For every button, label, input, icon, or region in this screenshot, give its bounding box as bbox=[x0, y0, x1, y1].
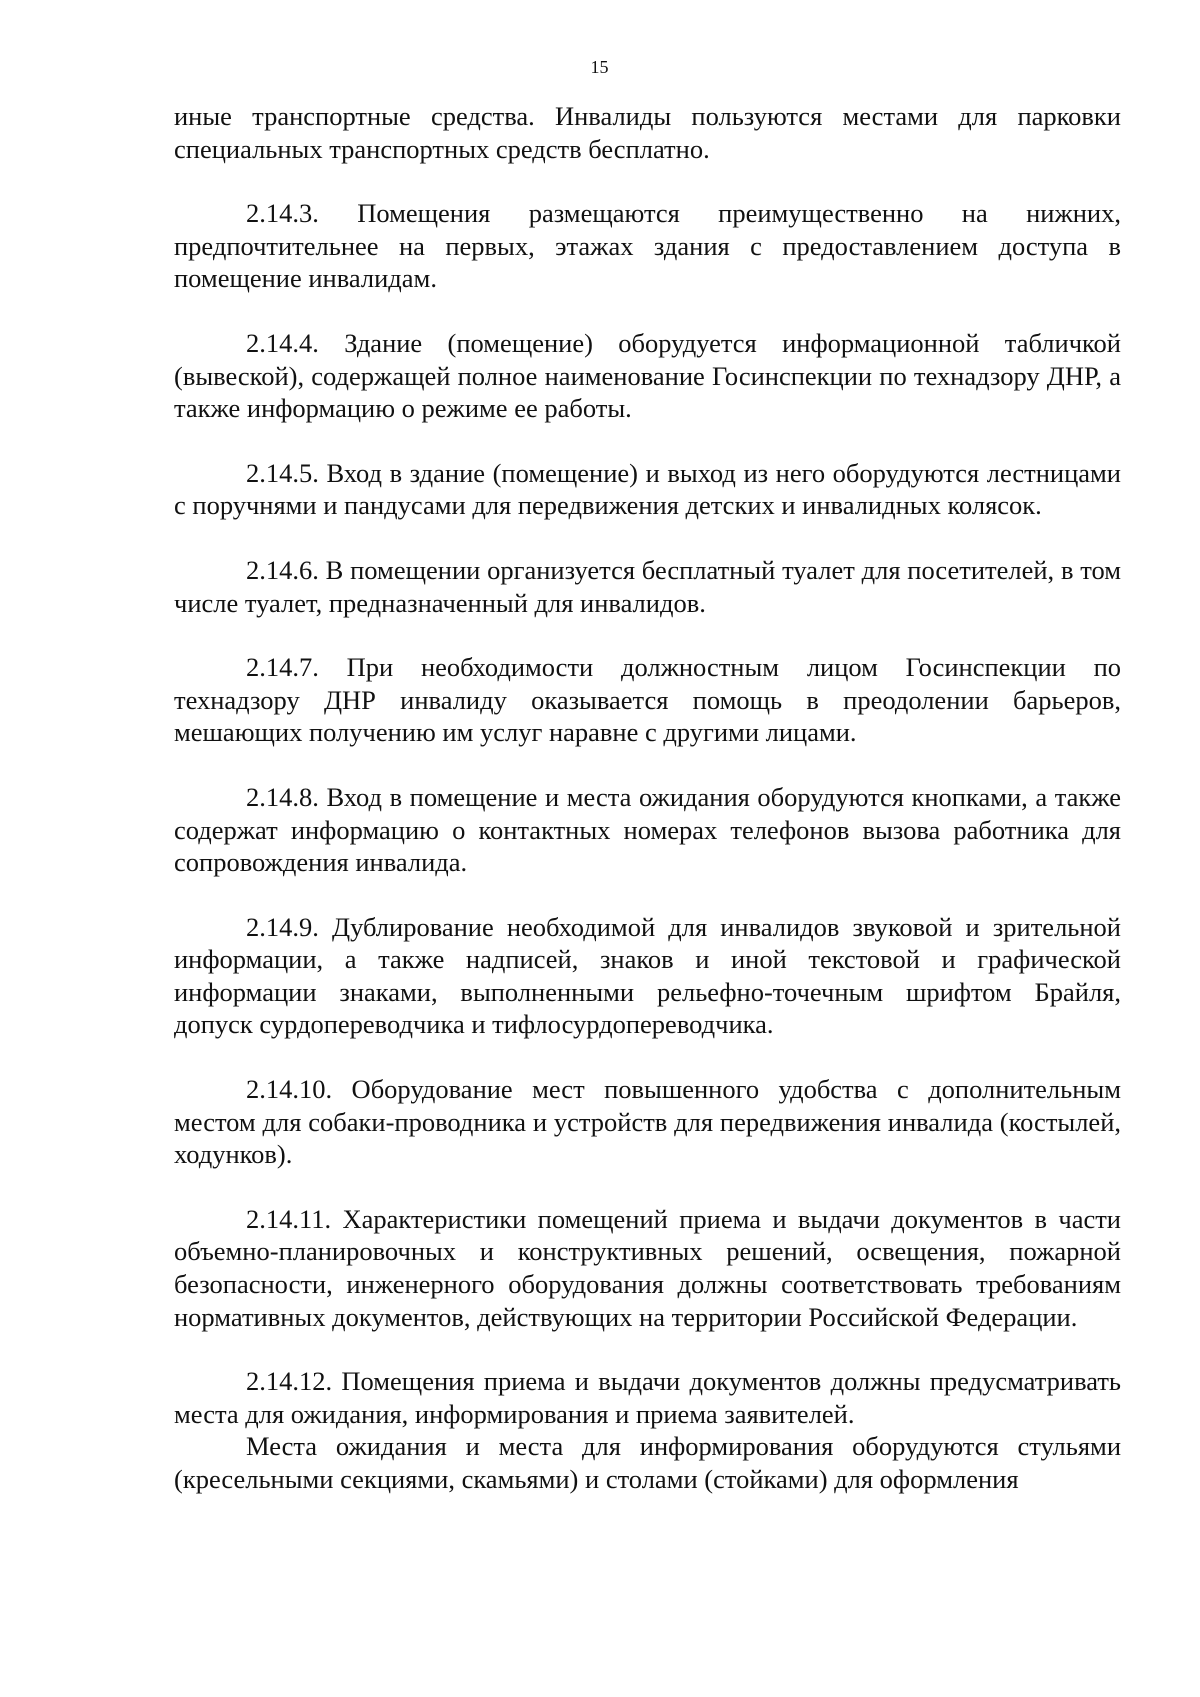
paragraph-continuation: иные транспортные средства. Инвалиды пользуются местами для парковки специальных транспортных средств бесплатно. bbox=[174, 101, 1121, 164]
paragraph-2-14-3: 2.14.3. Помещения размещаются преимущественно на нижних, предпочтительнее на первых, этажах здания с предоставлением доступа в помещение инвалидам. bbox=[174, 198, 1121, 294]
paragraph-2-14-9: 2.14.9. Дублирование необходимой для инвалидов звуковой и зрительной информации, а также надписей, знаков и иной текстовой и графической информации знаками, выполненными рельефно-точечным шрифтом Брайля, допуск сурдопереводчика и тифлосурдопереводчика. bbox=[174, 911, 1121, 1040]
paragraph-2-14-4: 2.14.4. Здание (помещение) оборудуется информационной табличкой (вывеской), содержащей полное наименование Госинспекции по технадзору ДНР, а также информацию о режиме ее работы. bbox=[174, 327, 1121, 424]
paragraph-2-14-8: 2.14.8. Вход в помещение и места ожидания оборудуются кнопками, а также содержат информацию о контактных номерах телефонов вызова работника для сопровождения инвалида. bbox=[174, 781, 1121, 878]
page-number: 15 bbox=[590, 57, 609, 77]
paragraph-2-14-5: 2.14.5. Вход в здание (помещение) и выход из него оборудуются лестницами с поручнями и пандусами для передвижения детских и инвалидных колясок. bbox=[174, 457, 1121, 521]
paragraph-waiting-areas: Места ожидания и места для информирования оборудуются стульями (кресельными секциями, скамьями) и столами (стойками) для оформления bbox=[174, 1431, 1121, 1494]
paragraph-2-14-12: 2.14.12. Помещения приема и выдачи документов должны предусматривать места для ожидания, информирования и приема заявителей. bbox=[174, 1366, 1121, 1429]
paragraph-2-14-6: 2.14.6. В помещении организуется бесплатный туалет для посетителей, в том числе туалет, предназначенный для инвалидов. bbox=[174, 554, 1121, 618]
paragraph-2-14-7: 2.14.7. При необходимости должностным лицом Госинспекции по технадзору ДНР инвалиду оказывается помощь в преодолении барьеров, мешающих получению им услуг наравне с другими лицами. bbox=[174, 652, 1121, 748]
paragraph-2-14-11: 2.14.11. Характеристики помещений приема и выдачи документов в части объемно-планировочных и конструктивных решений, освещения, пожарной безопасности, инженерного оборудования должны соответствовать требованиям нормативных документов, действующих на территории Российской Федерации. bbox=[174, 1203, 1121, 1332]
paragraph-2-14-10: 2.14.10. Оборудование мест повышенного удобства с дополнительным местом для собаки-проводника и устройств для передвижения инвалида (костылей, ходунков). bbox=[174, 1074, 1121, 1170]
